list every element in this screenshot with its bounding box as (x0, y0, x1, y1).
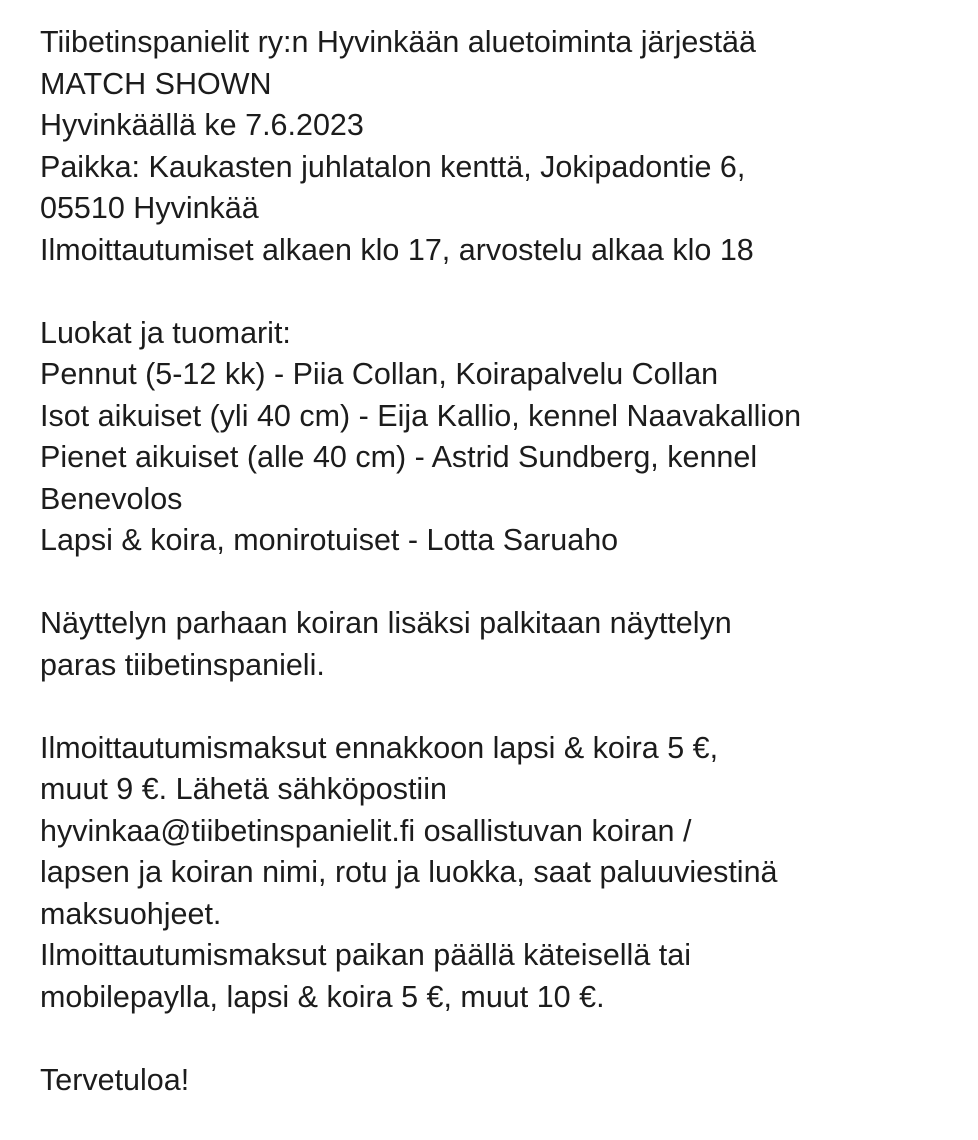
event-schedule: Ilmoittautumiset alkaen klo 17, arvostelu alkaa klo 18 (40, 232, 754, 267)
fees-email-line (40, 811, 970, 853)
header-line-organizer: Tiibetinspanielit ry:n Hyvinkään aluetoiminta järjestää (40, 25, 756, 59)
fees-text: osallistuvan koiran / (415, 813, 692, 848)
class-item: Pennut (5-12 kk) - Piia Collan, Koirapalvelu Collan (40, 357, 719, 391)
class-item: Isot aikuiset (yli 40 cm) - Eija Kallio, kennel Naavakallion (40, 398, 802, 433)
closing-greeting: Tervetuloa! (40, 1062, 190, 1097)
class-item: Lapsi & koira, monirotuiset - Lotta Saruaho (40, 523, 619, 557)
fees-text: Ilmoittautumismaksut paikan päällä käteisellä tai (40, 938, 691, 972)
message-body (40, 22, 970, 1101)
event-date: Hyvinkäällä ke 7.6.2023 (40, 108, 364, 142)
fees-text: muut 9 €. Lähetä sähköpostiin (40, 772, 447, 806)
classes-heading: Luokat ja tuomarit: (40, 315, 291, 350)
awards-text: paras tiibetinspanieli. (40, 647, 325, 682)
paragraph-spacer (40, 562, 970, 604)
fees-text: mobilepaylla, lapsi & koira 5 €, muut 10 €. (40, 979, 605, 1014)
event-location: Paikka: Kaukasten juhlatalon kenttä, Jokipadontie 6, (40, 149, 746, 184)
awards-text: Näyttelyn parhaan koiran lisäksi palkitaan näyttelyn (40, 606, 732, 640)
paragraph-spacer (40, 686, 970, 728)
event-postal-address: 05510 Hyvinkää (40, 191, 259, 225)
class-item: Pienet aikuiset (alle 40 cm) - Astrid Sundberg, kennel (40, 440, 758, 474)
fees-text: lapsen ja koiran nimi, rotu ja luokka, saat paluuviestinä (40, 855, 778, 889)
class-item: Benevolos (40, 481, 183, 516)
event-title: MATCH SHOWN (40, 66, 272, 101)
fees-text: maksuohjeet. (40, 896, 222, 931)
paragraph-spacer (40, 271, 970, 313)
fees-text: Ilmoittautumismaksut ennakkoon lapsi & koira 5 €, (40, 730, 719, 765)
paragraph-spacer (40, 1018, 970, 1060)
email-link[interactable]: hyvinkaa@tiibetinspanielit.fi (40, 813, 416, 848)
